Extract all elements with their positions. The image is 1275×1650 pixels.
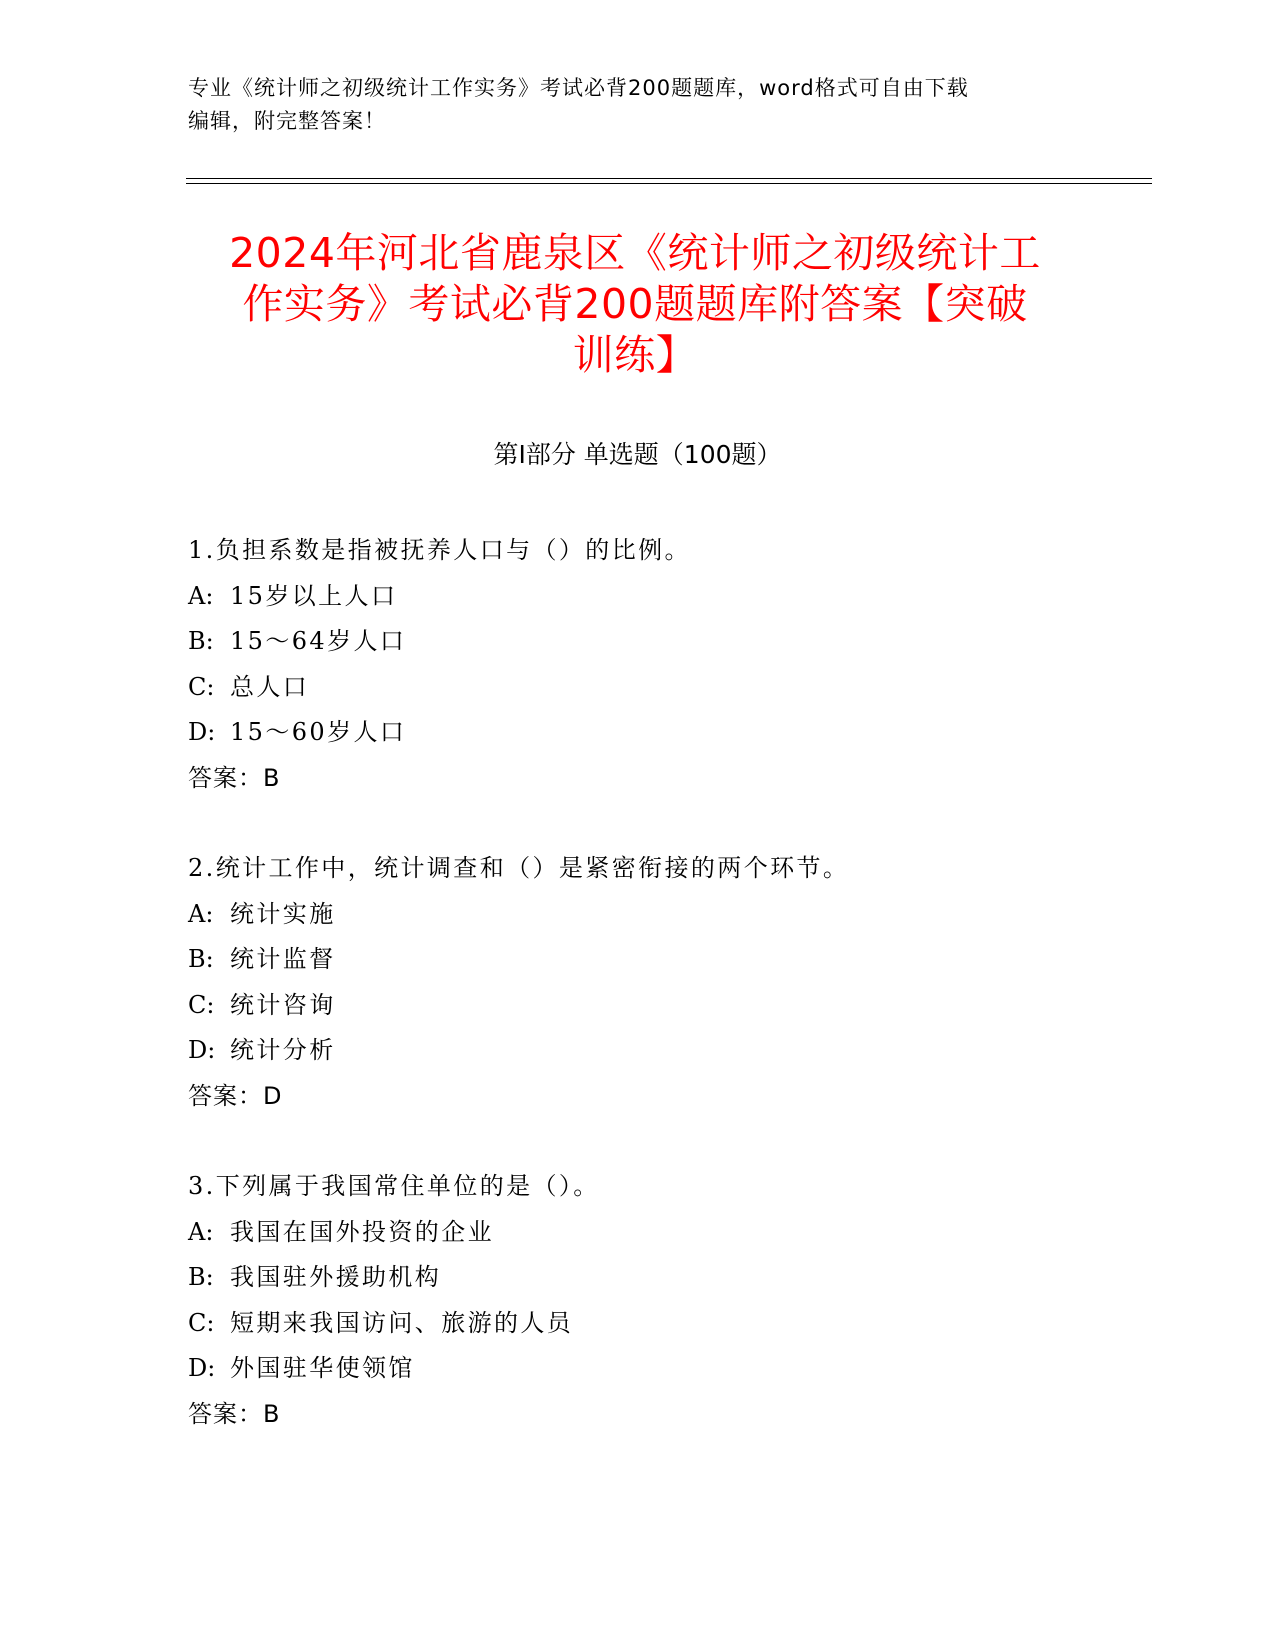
document-title (180, 228, 1090, 381)
option-key: D: (188, 1036, 216, 1064)
option-c (188, 665, 1148, 711)
option-key: C: (188, 1308, 215, 1337)
document-title-line2: 作实务》考试必背200题题库附答案【突破 (242, 280, 1028, 328)
option-key: A: (188, 899, 214, 928)
option-d (188, 710, 1148, 756)
header-divider-top (186, 178, 1152, 179)
option-text: 统计分析 (230, 1036, 336, 1064)
header-note-line2: 编辑，附完整答案！ (188, 109, 386, 133)
option-b (188, 1255, 1148, 1301)
option-key: C: (188, 990, 215, 1019)
document-title-line3: 训练】 (572, 331, 698, 379)
question-stem: 1.负担系数是指被抚养人口与（）的比例。 (188, 536, 691, 564)
question-item (188, 1164, 1148, 1437)
option-key: A: (188, 1217, 214, 1246)
option-key: A: (188, 581, 214, 610)
header-note (188, 72, 1068, 138)
option-b (188, 619, 1148, 665)
option-d (188, 1028, 1148, 1074)
option-text: 统计监督 (230, 945, 336, 973)
option-key: B: (188, 1263, 214, 1291)
header-divider-bottom (186, 183, 1152, 184)
answer-line: 答案：B (188, 1399, 281, 1428)
option-a (188, 892, 1148, 938)
option-text: 外国驻华使领馆 (230, 1354, 415, 1382)
option-key: B: (188, 945, 214, 973)
option-c (188, 983, 1148, 1029)
option-text: 统计咨询 (230, 990, 336, 1019)
option-a (188, 1210, 1148, 1256)
option-b (188, 937, 1148, 983)
section-heading: 第I部分 单选题（100题） (493, 440, 782, 469)
option-text: 15～64岁人口 (230, 627, 407, 655)
answer-line: 答案：B (188, 763, 281, 792)
option-d (188, 1346, 1148, 1392)
option-key: C: (188, 672, 215, 701)
option-c (188, 1301, 1148, 1347)
option-text: 统计实施 (230, 899, 336, 928)
option-key: D: (188, 718, 216, 746)
question-stem: 3.下列属于我国常住单位的是（）。 (188, 1172, 600, 1200)
option-text: 15岁以上人口 (230, 581, 398, 610)
option-text: 我国驻外援助机构 (230, 1263, 442, 1291)
option-text: 15～60岁人口 (230, 718, 407, 746)
question-item (188, 846, 1148, 1119)
option-text: 短期来我国访问、旅游的人员 (230, 1308, 574, 1337)
answer-line: 答案：D (188, 1081, 283, 1110)
question-stem: 2.统计工作中，统计调查和（）是紧密衔接的两个环节。 (188, 854, 850, 882)
header-note-line1: 专业《统计师之初级统计工作实务》考试必背200题题库，word格式可自由下载 (188, 76, 969, 100)
option-text: 我国在国外投资的企业 (230, 1217, 494, 1246)
question-list (188, 528, 1148, 1482)
option-key: D: (188, 1354, 216, 1382)
option-text: 总人口 (230, 672, 310, 701)
document-title-line1: 2024年河北省鹿泉区《统计师之初级统计工 (229, 229, 1041, 277)
option-key: B: (188, 627, 214, 655)
option-a (188, 574, 1148, 620)
question-item (188, 528, 1148, 801)
